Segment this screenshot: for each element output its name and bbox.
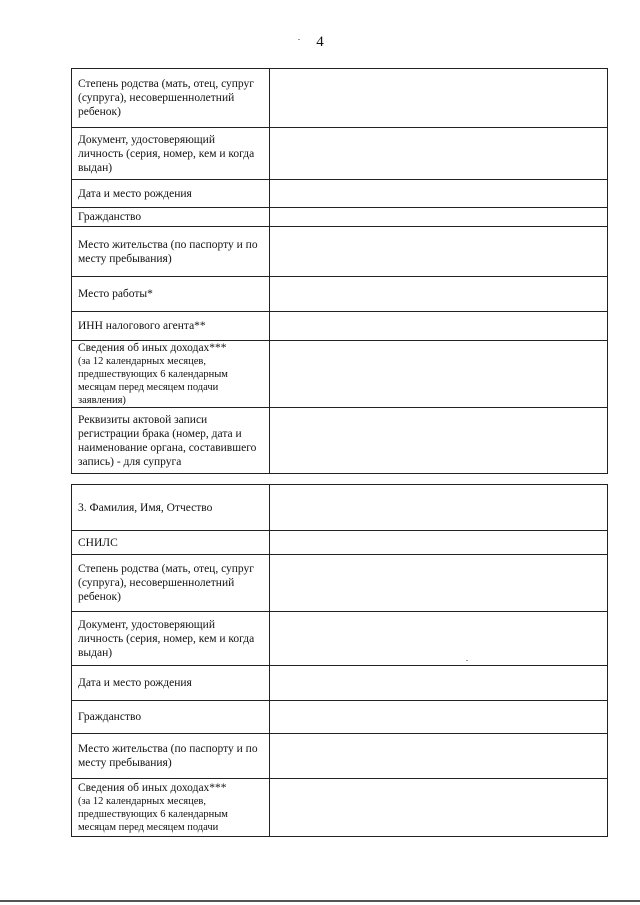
other-income-label: Сведения об иных доходах*** <box>78 782 227 794</box>
identity-document-label: Документ, удостоверяющий личность (серия, номер, кем и когда выдан) <box>72 612 270 666</box>
table-row <box>72 128 608 180</box>
full-name-field[interactable] <box>270 485 608 531</box>
citizenship-label: Гражданство <box>72 208 270 227</box>
birth-date-place-field[interactable] <box>270 666 608 701</box>
scan-speck <box>466 660 468 661</box>
citizenship-label: Гражданство <box>72 701 270 734</box>
table-row <box>72 277 608 312</box>
table-row <box>72 666 608 701</box>
marriage-record-label: Реквизиты актовой записи регистрации брака (номер, дата и наименование органа, составившего запись) - для супруга <box>72 408 270 474</box>
table-row <box>72 485 608 531</box>
other-income-label-cell <box>72 779 270 837</box>
table-row <box>72 734 608 779</box>
other-income-note: (за 12 календарных месяцев, предшествующих 6 календарным месяцам перед месяцем подачи <box>78 796 228 833</box>
table-row <box>72 612 608 666</box>
relative-info-table-2 <box>71 68 608 474</box>
citizenship-field[interactable] <box>270 208 608 227</box>
residence-label: Место жительства (по паспорту и по месту пребывания) <box>72 734 270 779</box>
other-income-label-cell <box>72 341 270 408</box>
other-income-label: Сведения об иных доходах*** <box>78 342 227 354</box>
page-number: 4 <box>316 34 324 50</box>
table-row <box>72 555 608 612</box>
workplace-field[interactable] <box>270 277 608 312</box>
other-income-field[interactable] <box>270 779 608 837</box>
residence-label: Место жительства (по паспорту и по месту пребывания) <box>72 227 270 277</box>
table-row <box>72 208 608 227</box>
other-income-field[interactable] <box>270 341 608 408</box>
birth-date-place-label: Дата и место рождения <box>72 180 270 208</box>
identity-document-field[interactable] <box>270 612 608 666</box>
tax-agent-inn-label: ИНН налогового агента** <box>72 312 270 341</box>
table-row <box>72 341 608 408</box>
birth-date-place-label: Дата и место рождения <box>72 666 270 701</box>
relative-info-table-3 <box>71 484 608 837</box>
snils-field[interactable] <box>270 531 608 555</box>
residence-field[interactable] <box>270 227 608 277</box>
kinship-label: Степень родства (мать, отец, супруг (супруга), несовершеннолетний ребенок) <box>72 555 270 612</box>
tax-agent-inn-field[interactable] <box>270 312 608 341</box>
birth-date-place-field[interactable] <box>270 180 608 208</box>
table-row <box>72 227 608 277</box>
table-row <box>72 69 608 128</box>
identity-document-field[interactable] <box>270 128 608 180</box>
table-row <box>72 779 608 837</box>
table-row <box>72 701 608 734</box>
citizenship-field[interactable] <box>270 701 608 734</box>
kinship-label: Степень родства (мать, отец, супруг (супруга), несовершеннолетний ребенок) <box>72 69 270 128</box>
scan-edge-line <box>0 900 640 902</box>
workplace-label: Место работы* <box>72 277 270 312</box>
scan-speck <box>298 39 300 40</box>
kinship-field[interactable] <box>270 69 608 128</box>
residence-field[interactable] <box>270 734 608 779</box>
marriage-record-field[interactable] <box>270 408 608 474</box>
full-name-label: 3. Фамилия, Имя, Отчество <box>72 485 270 531</box>
table-row <box>72 408 608 474</box>
identity-document-label: Документ, удостоверяющий личность (серия, номер, кем и когда выдан) <box>72 128 270 180</box>
table-row <box>72 531 608 555</box>
table-row <box>72 312 608 341</box>
kinship-field[interactable] <box>270 555 608 612</box>
snils-label: СНИЛС <box>72 531 270 555</box>
table-row <box>72 180 608 208</box>
other-income-note: (за 12 календарных месяцев, предшествующих 6 календарным месяцам перед месяцем подачи заявления) <box>78 356 228 406</box>
